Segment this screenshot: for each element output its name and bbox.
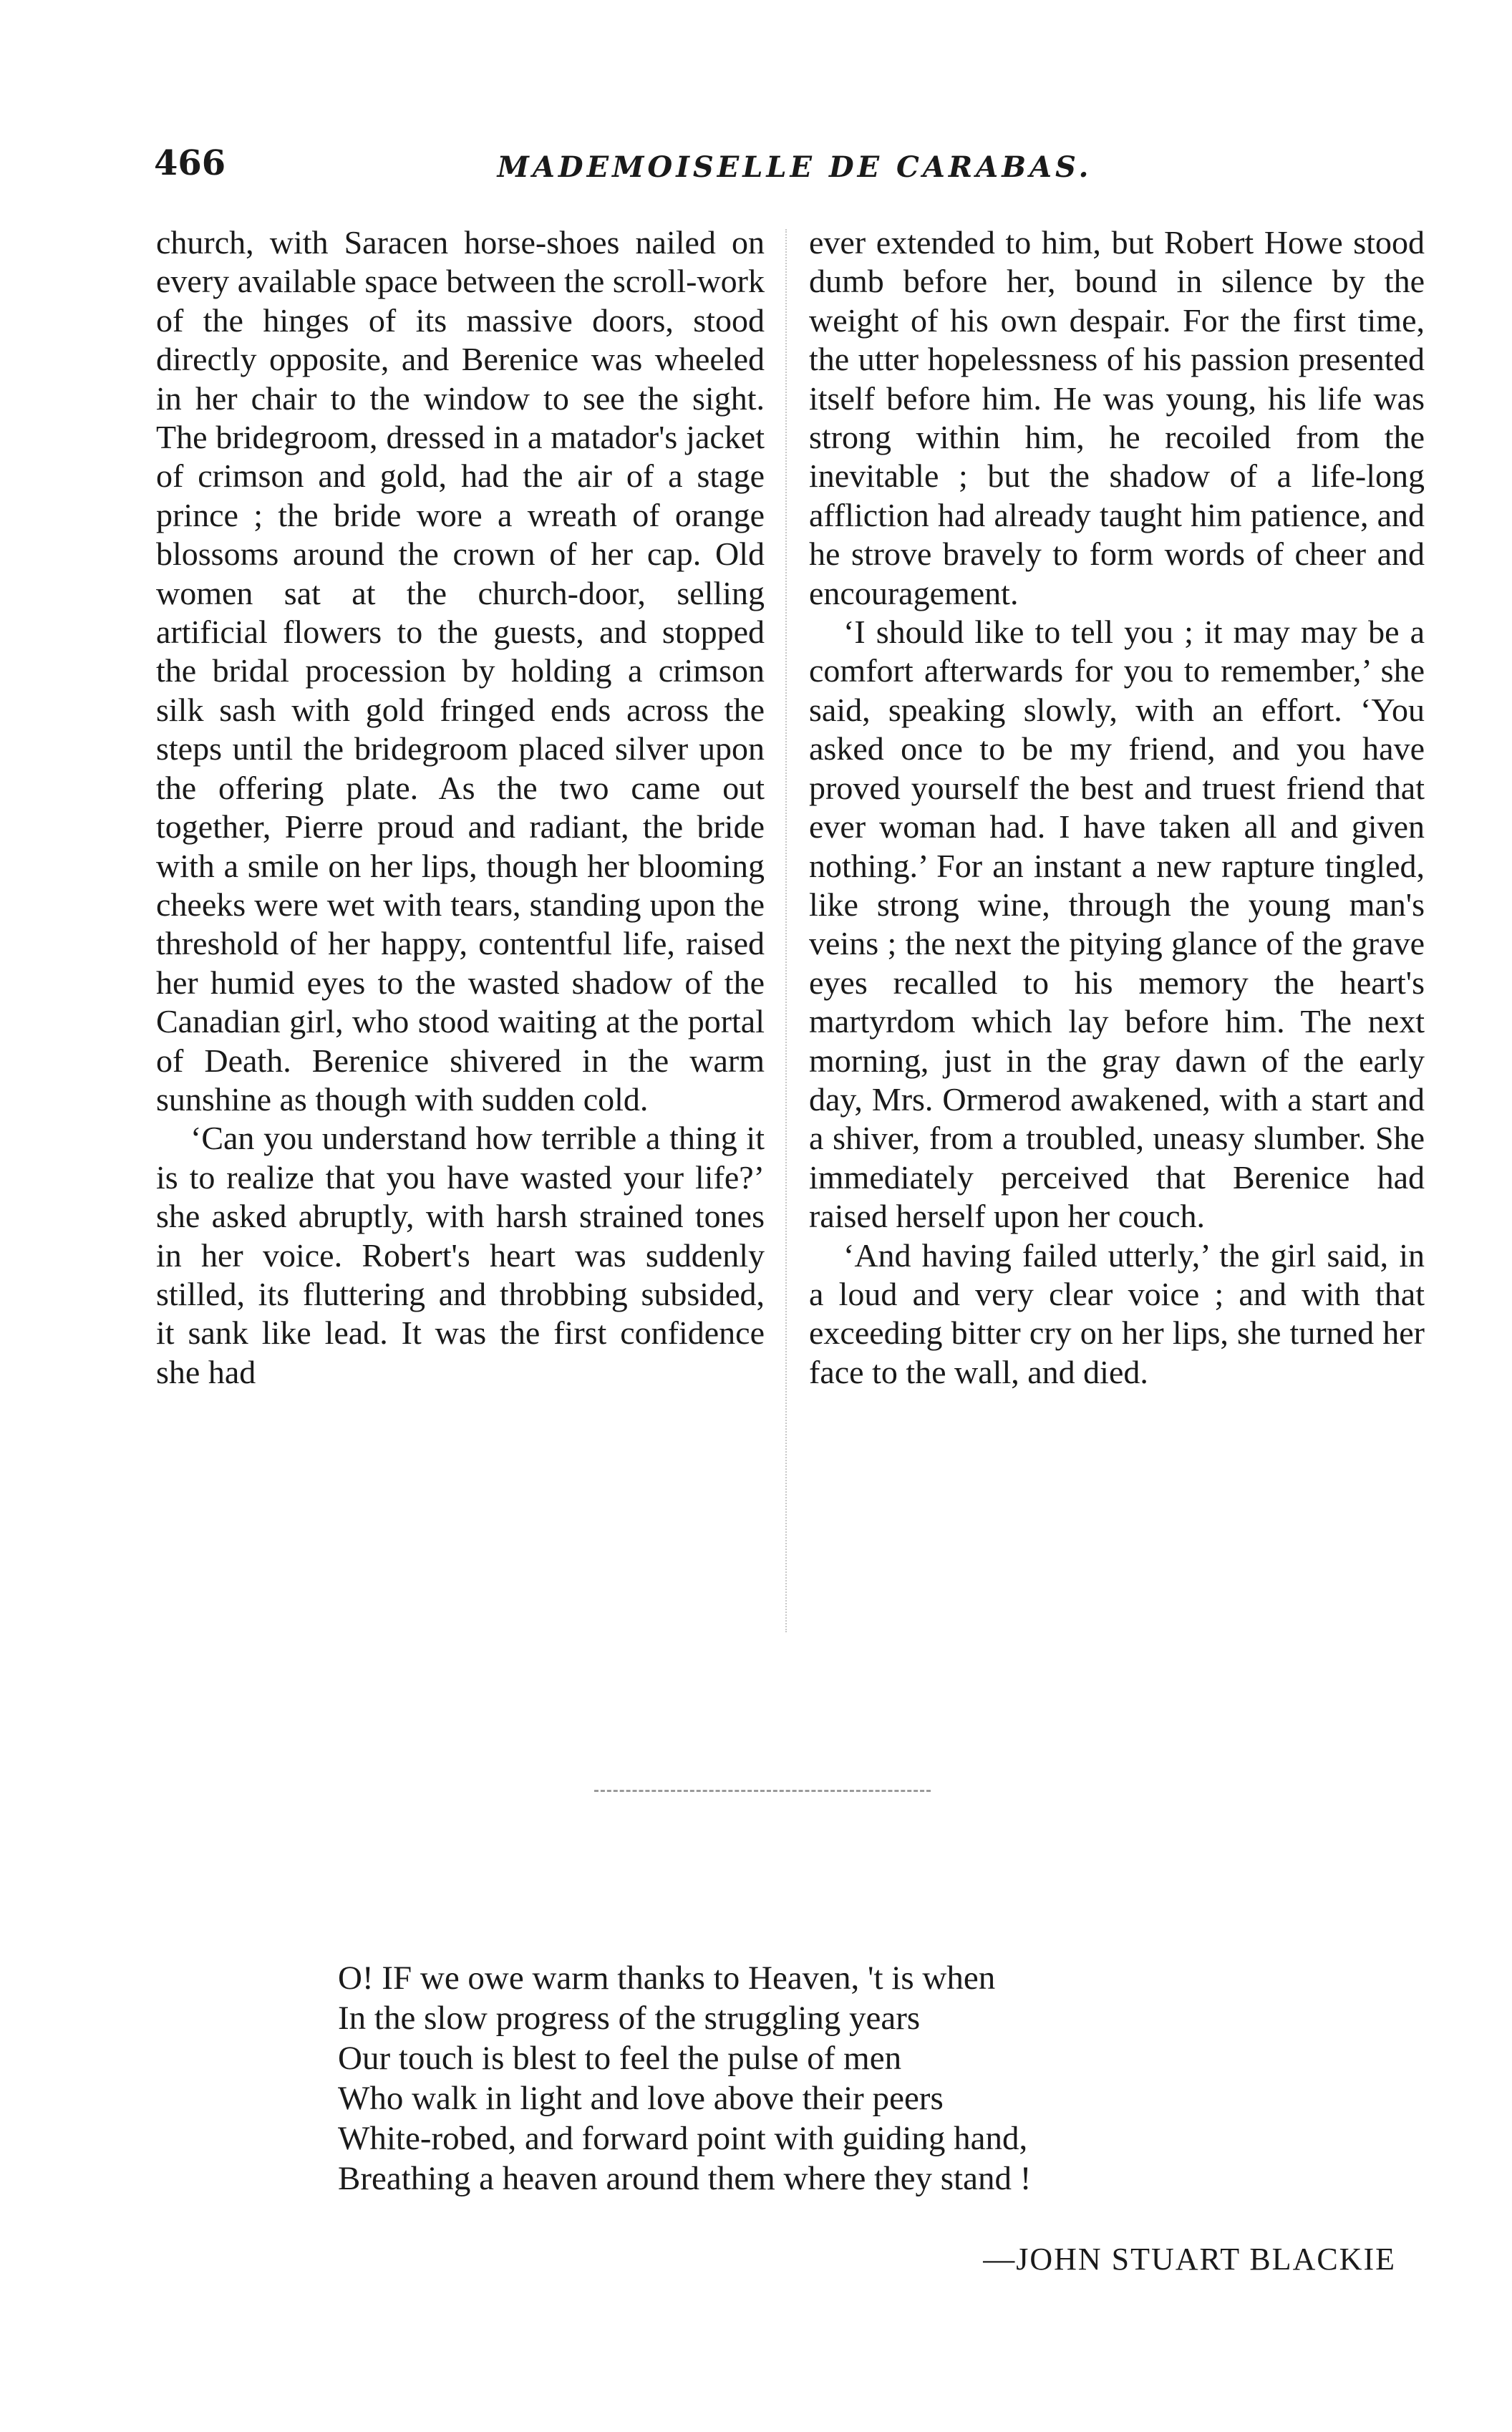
paragraph: ‘And having failed utterly,’ the girl said, in a loud and very clear voice ; and with that exceeding bitter cry on her lips, she turned her face to the wall, and died.	[809, 1236, 1425, 1390]
right-column	[809, 223, 1425, 1392]
poem	[338, 1958, 1312, 2199]
poem-line: Who walk in light and love above their peers	[338, 2080, 944, 2117]
page-header	[154, 143, 1435, 200]
paragraph: church, with Saracen horse-shoes nailed on every available space between the scroll-work of the hinges of its massive doors, stood directly opposite, and Berenice was wheeled in her chair to the window to see the sight. The bridegroom, dressed in a matador's jacket of crimson and gold, had the air of a stage prince ; the bride wore a wreath of orange blossoms around the crown of her cap. Old women sat at the church-door, selling artificial flowers to the guests, and stopped the bridal procession by holding a crimson silk sash with gold fringed ends across the steps until the bridegroom placed silver upon the offering plate. As the two came out together, Pierre proud and radiant, the bride with a smile on her lips, though her blooming cheeks were wet with tears, standing upon the threshold of her happy, contentful life, raised her humid eyes to the wasted shadow of the Canadian girl, who stood waiting at the portal of Death. Berenice shivered in the warm sunshine as though with sudden cold.	[156, 224, 765, 1118]
poem-line: White-robed, and forward point with guiding hand,	[338, 2120, 1028, 2157]
poem-line: Our touch is blest to feel the pulse of men	[338, 2040, 902, 2077]
column-divider	[785, 229, 787, 1632]
paragraph: ‘Can you understand how terrible a thing it is to realize that you have wasted your life?’ she asked abruptly, with harsh strained tones in her voice. Robert's heart was suddenly stilled, its fluttering and throbbing subsided, it sank like lead. It was the first confidence she had	[156, 1120, 765, 1390]
poem-line: O! IF we owe warm thanks to Heaven, 't is when	[338, 1959, 996, 1997]
page-number: 466	[154, 143, 226, 183]
poem-line: In the slow progress of the struggling years	[338, 2000, 921, 2037]
poem-attribution: —JOHN STUART BLACKIE	[983, 2242, 1396, 2277]
running-title: MADEMOISELLE DE CARABAS.	[497, 150, 1092, 184]
paragraph: ‘I should like to tell you ; it may may be a comfort afterwards for you to remember,’ she said, speaking slowly, with an effort. ‘You asked once to be my friend, and you have proved yourself the best and truest friend that ever woman had. I have taken all and given nothing.’ For an instant a new rapture tingled, like strong wine, through the young man's veins ; the next the pitying glance of the grave eyes recalled to his memory the heart's martyrdom which lay before him. The next morning, just in the gray dawn of the early day, Mrs. Ormerod awakened, with a start and a shiver, from a troubled, uneasy slumber. She immediately perceived that Berenice had raised herself upon her couch.	[809, 614, 1425, 1235]
paragraph: ever extended to him, but Robert Howe stood dumb before her, bound in silence by the weight of his own despair. For the first time, the utter hopelessness of his passion presented itself before him. He was young, his life was strong within him, he recoiled from the inevitable ; but the shadow of a life-long affliction had already taught him patience, and he strove bravely to form words of cheer and encouragement.	[809, 224, 1425, 611]
left-column	[156, 223, 765, 1392]
poem-line: Breathing a heaven around them where they stand !	[338, 2160, 1032, 2197]
section-divider	[594, 1790, 931, 1792]
